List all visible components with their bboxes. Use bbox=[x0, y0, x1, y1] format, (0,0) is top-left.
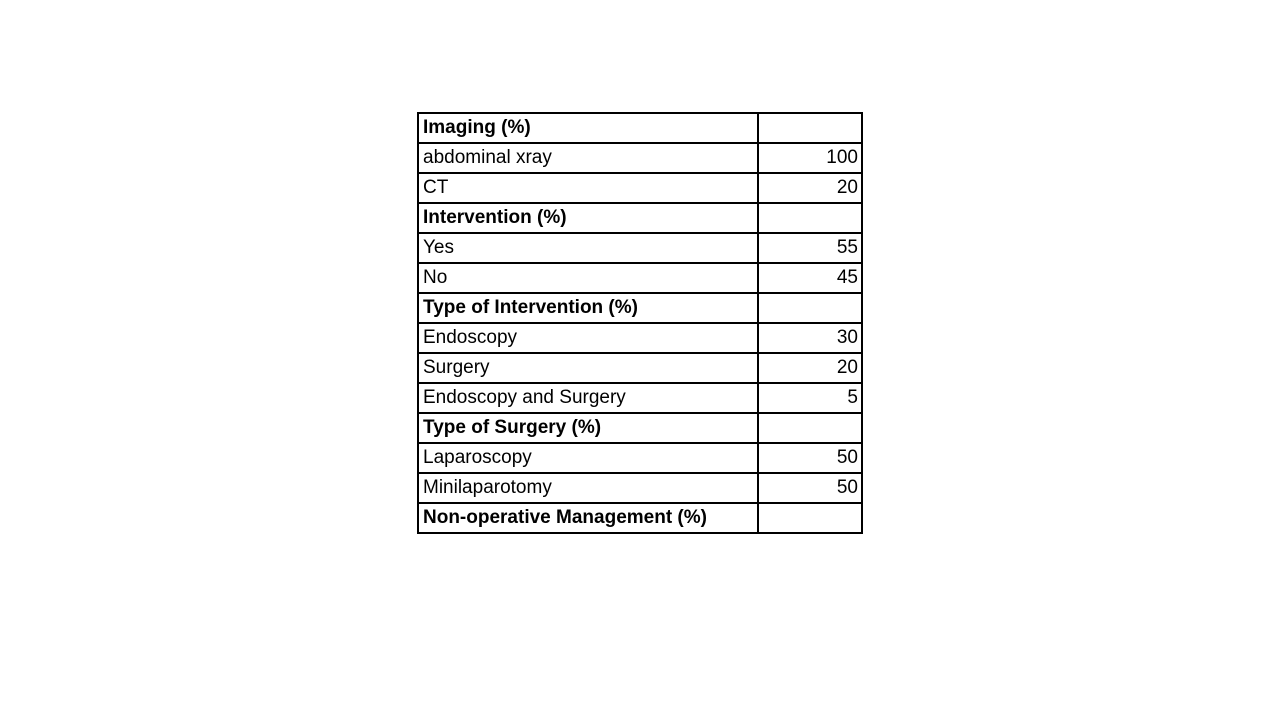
table-row-imaging-header bbox=[418, 113, 862, 143]
row-value bbox=[758, 503, 862, 533]
table-row-non-operative-header bbox=[418, 503, 862, 533]
row-value: 50 bbox=[758, 443, 862, 473]
row-value bbox=[758, 413, 862, 443]
row-label: Yes bbox=[418, 233, 758, 263]
row-label: No bbox=[418, 263, 758, 293]
table-row bbox=[418, 383, 862, 413]
table-row bbox=[418, 173, 862, 203]
row-value: 50 bbox=[758, 473, 862, 503]
table-row-type-of-intervention-header bbox=[418, 293, 862, 323]
row-label: Endoscopy and Surgery bbox=[418, 383, 758, 413]
table-row-type-of-surgery-header bbox=[418, 413, 862, 443]
table-row bbox=[418, 233, 862, 263]
table-row bbox=[418, 353, 862, 383]
row-label: Type of Intervention (%) bbox=[418, 293, 758, 323]
row-label: Intervention (%) bbox=[418, 203, 758, 233]
row-value: 45 bbox=[758, 263, 862, 293]
table-row bbox=[418, 143, 862, 173]
row-value bbox=[758, 203, 862, 233]
row-value bbox=[758, 293, 862, 323]
row-label: abdominal xray bbox=[418, 143, 758, 173]
row-label: Minilaparotomy bbox=[418, 473, 758, 503]
row-label: Non-operative Management (%) bbox=[418, 503, 758, 533]
row-value: 5 bbox=[758, 383, 862, 413]
table-row bbox=[418, 473, 862, 503]
table-row bbox=[418, 443, 862, 473]
row-value: 20 bbox=[758, 173, 862, 203]
row-label: Surgery bbox=[418, 353, 758, 383]
row-label: Type of Surgery (%) bbox=[418, 413, 758, 443]
row-value: 20 bbox=[758, 353, 862, 383]
row-label: Laparoscopy bbox=[418, 443, 758, 473]
row-label: CT bbox=[418, 173, 758, 203]
results-table bbox=[417, 112, 863, 534]
table-row bbox=[418, 323, 862, 353]
row-value: 100 bbox=[758, 143, 862, 173]
row-label: Imaging (%) bbox=[418, 113, 758, 143]
row-value bbox=[758, 113, 862, 143]
results-table-body bbox=[418, 113, 862, 533]
table-row-intervention-header bbox=[418, 203, 862, 233]
row-value: 30 bbox=[758, 323, 862, 353]
row-label: Endoscopy bbox=[418, 323, 758, 353]
table-row bbox=[418, 263, 862, 293]
row-value: 55 bbox=[758, 233, 862, 263]
